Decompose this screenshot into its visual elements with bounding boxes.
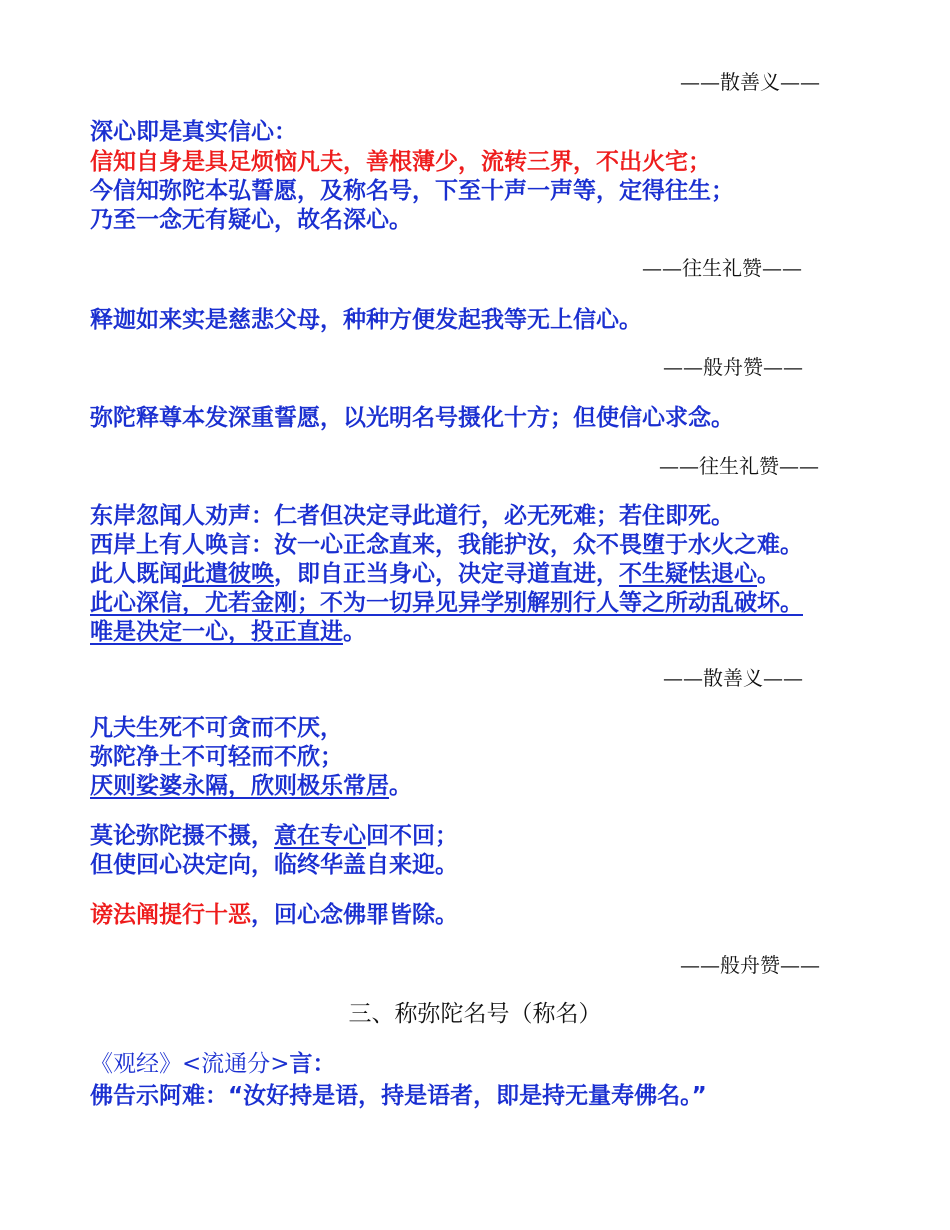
text-line: 弥陀净土不可轻而不欣； xyxy=(90,744,343,770)
text-line: 深心即是真实信心： xyxy=(90,119,297,145)
attribution-banzhouzan: ——般舟赞—— xyxy=(680,953,820,977)
text-segment: 此人既闻 xyxy=(90,561,182,587)
text-line xyxy=(90,822,458,850)
text-line xyxy=(90,589,803,617)
text-segment: ，即自正当身心，决定寻道直进， xyxy=(274,561,619,587)
text-line: 今信知弥陀本弘誓愿，及称名号，下至十声一声等，定得往生； xyxy=(90,178,734,204)
citation-segment: 《观经》<流通分> xyxy=(90,1051,290,1077)
text-segment: 。 xyxy=(757,561,780,587)
section-heading: 三、称弥陀名号（称名） xyxy=(348,1001,602,1027)
text-segment: ，回心念佛罪皆除。 xyxy=(251,902,458,928)
underlined-segment: 不生疑怯退心 xyxy=(619,561,757,587)
attribution-banzhouzan: ——般舟赞—— xyxy=(663,355,803,379)
underlined-segment: 意在专心 xyxy=(274,823,366,849)
text-line: 弥陀释尊本发深重誓愿，以光明名号摄化十方；但使信心求念。 xyxy=(90,405,734,431)
text-line xyxy=(90,618,366,646)
text-line: 乃至一念无有疑心，故名深心。 xyxy=(90,207,412,233)
text-line-red: 信知自身是具足烦恼凡夫，善根薄少，流转三界，不出火宅； xyxy=(90,149,711,175)
text-segment: 。 xyxy=(343,619,366,645)
underlined-segment: 唯是决定一心，投正直进 xyxy=(90,619,343,645)
underlined-segment: 厌则娑婆永隔，欣则极乐常居 xyxy=(90,773,389,799)
text-line xyxy=(90,772,412,800)
text-line xyxy=(90,560,780,588)
text-line: 但使回心决定向，临终华盖自来迎。 xyxy=(90,852,458,878)
text-segment: 莫论弥陀摄不摄， xyxy=(90,823,274,849)
underlined-segment: 此遣彼唤 xyxy=(182,561,274,587)
text-line: 佛告示阿难：“汝好持是语，持是语者，即是持无量寿佛名。” xyxy=(90,1083,707,1109)
attribution-sanshanyi: ——散善义—— xyxy=(663,666,803,690)
text-line: 东岸忽闻人劝声：仁者但决定寻此道行，必无死难；若住即死。 xyxy=(90,503,734,529)
text-line xyxy=(90,901,458,929)
attribution-wangshengli: ——往生礼赞—— xyxy=(659,454,819,478)
attribution-sanshanyi: ——散善义—— xyxy=(680,70,820,94)
text-segment: 言： xyxy=(289,1051,336,1077)
text-line: 西岸上有人唤言：汝一心正念直来，我能护汝，众不畏堕于水火之难。 xyxy=(90,532,803,558)
text-segment-red: 谤法阐提行十恶 xyxy=(90,902,251,928)
text-line: 凡夫生死不可贪而不厌， xyxy=(90,715,343,741)
text-line xyxy=(90,1050,336,1078)
underlined-segment: 此心深信，尤若金刚；不为一切异见异学别解别行人等之所动乱破坏。 xyxy=(90,590,803,616)
text-segment: 回不回； xyxy=(366,823,458,849)
attribution-wangshengli: ——往生礼赞—— xyxy=(642,256,802,280)
text-segment: 。 xyxy=(389,773,412,799)
text-line: 释迦如来实是慈悲父母，种种方便发起我等无上信心。 xyxy=(90,307,642,333)
